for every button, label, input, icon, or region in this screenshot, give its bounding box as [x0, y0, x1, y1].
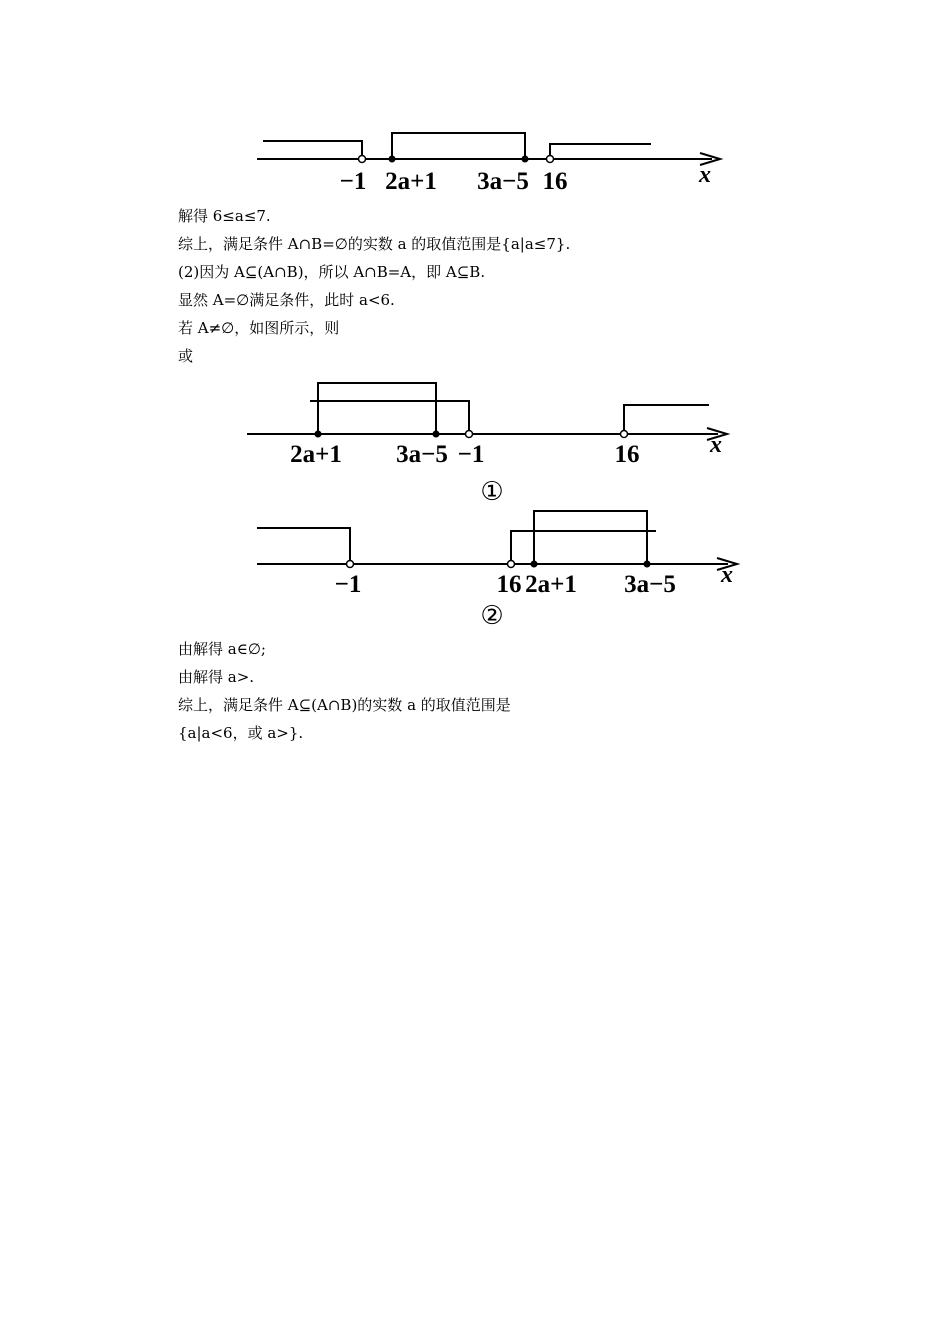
tick-label: 2a+1: [525, 571, 577, 598]
figure-caption: ①: [480, 477, 504, 507]
tick-label: 3a−5: [396, 441, 448, 468]
closed-point: [644, 561, 651, 568]
interval-a: [534, 511, 647, 564]
tick-label: 16: [542, 168, 568, 195]
tick-label: −1: [334, 571, 362, 598]
text-line: (2)因为 A⊆(A∩B)，所以 A∩B=A，即 A⊆B.: [178, 263, 486, 281]
tick-label: 16: [614, 441, 640, 468]
text-line: 由解得 a∈∅;: [178, 640, 266, 658]
number-line-figure-2: [0, 500, 950, 632]
closed-point: [433, 431, 440, 438]
open-point: [621, 431, 628, 438]
text-line: 解得 6≤a≤7.: [178, 207, 271, 225]
axis-label: x: [721, 562, 733, 588]
interval-a: [318, 383, 436, 434]
open-point: [466, 431, 473, 438]
text-line: 显然 A=∅满足条件，此时 a<6.: [178, 291, 395, 309]
text-line: 若 A≠∅，如图所示，则: [178, 319, 340, 337]
interval-right: [550, 144, 651, 159]
interval-left: [257, 528, 350, 564]
closed-point: [522, 156, 529, 163]
text-line: 综上，满足条件 A∩B=∅的实数 a 的取值范围是{a|a≤7}.: [178, 235, 571, 253]
tick-label: 2a+1: [290, 441, 342, 468]
tick-label: −1: [457, 441, 485, 468]
text-line: 综上，满足条件 A⊆(A∩B)的实数 a 的取值范围是: [178, 696, 511, 714]
number-line-figure-top: [0, 120, 950, 200]
tick-label: 3a−5: [477, 168, 529, 195]
number-line-figure-1: [0, 370, 950, 510]
text-line: {a|a<6，或 a>}.: [178, 724, 304, 742]
figure-caption: ②: [480, 601, 504, 631]
interval-b-left: [310, 401, 469, 434]
closed-point: [315, 431, 322, 438]
closed-point: [389, 156, 396, 163]
open-point: [359, 156, 366, 163]
tick-label: 16: [496, 571, 522, 598]
interval-left: [263, 141, 362, 159]
axis-label: x: [710, 432, 722, 458]
interval-b-right: [511, 531, 656, 564]
tick-label: 3a−5: [624, 571, 676, 598]
open-point: [547, 156, 554, 163]
tick-label: −1: [339, 168, 367, 195]
tick-label: 2a+1: [385, 168, 437, 195]
interval-middle: [392, 133, 525, 159]
text-line: 由解得 a>.: [178, 668, 255, 686]
open-point: [347, 561, 354, 568]
axis-label: x: [699, 162, 711, 188]
interval-b-right: [624, 405, 709, 434]
open-point: [508, 561, 515, 568]
closed-point: [531, 561, 538, 568]
text-line: 或: [178, 347, 194, 365]
